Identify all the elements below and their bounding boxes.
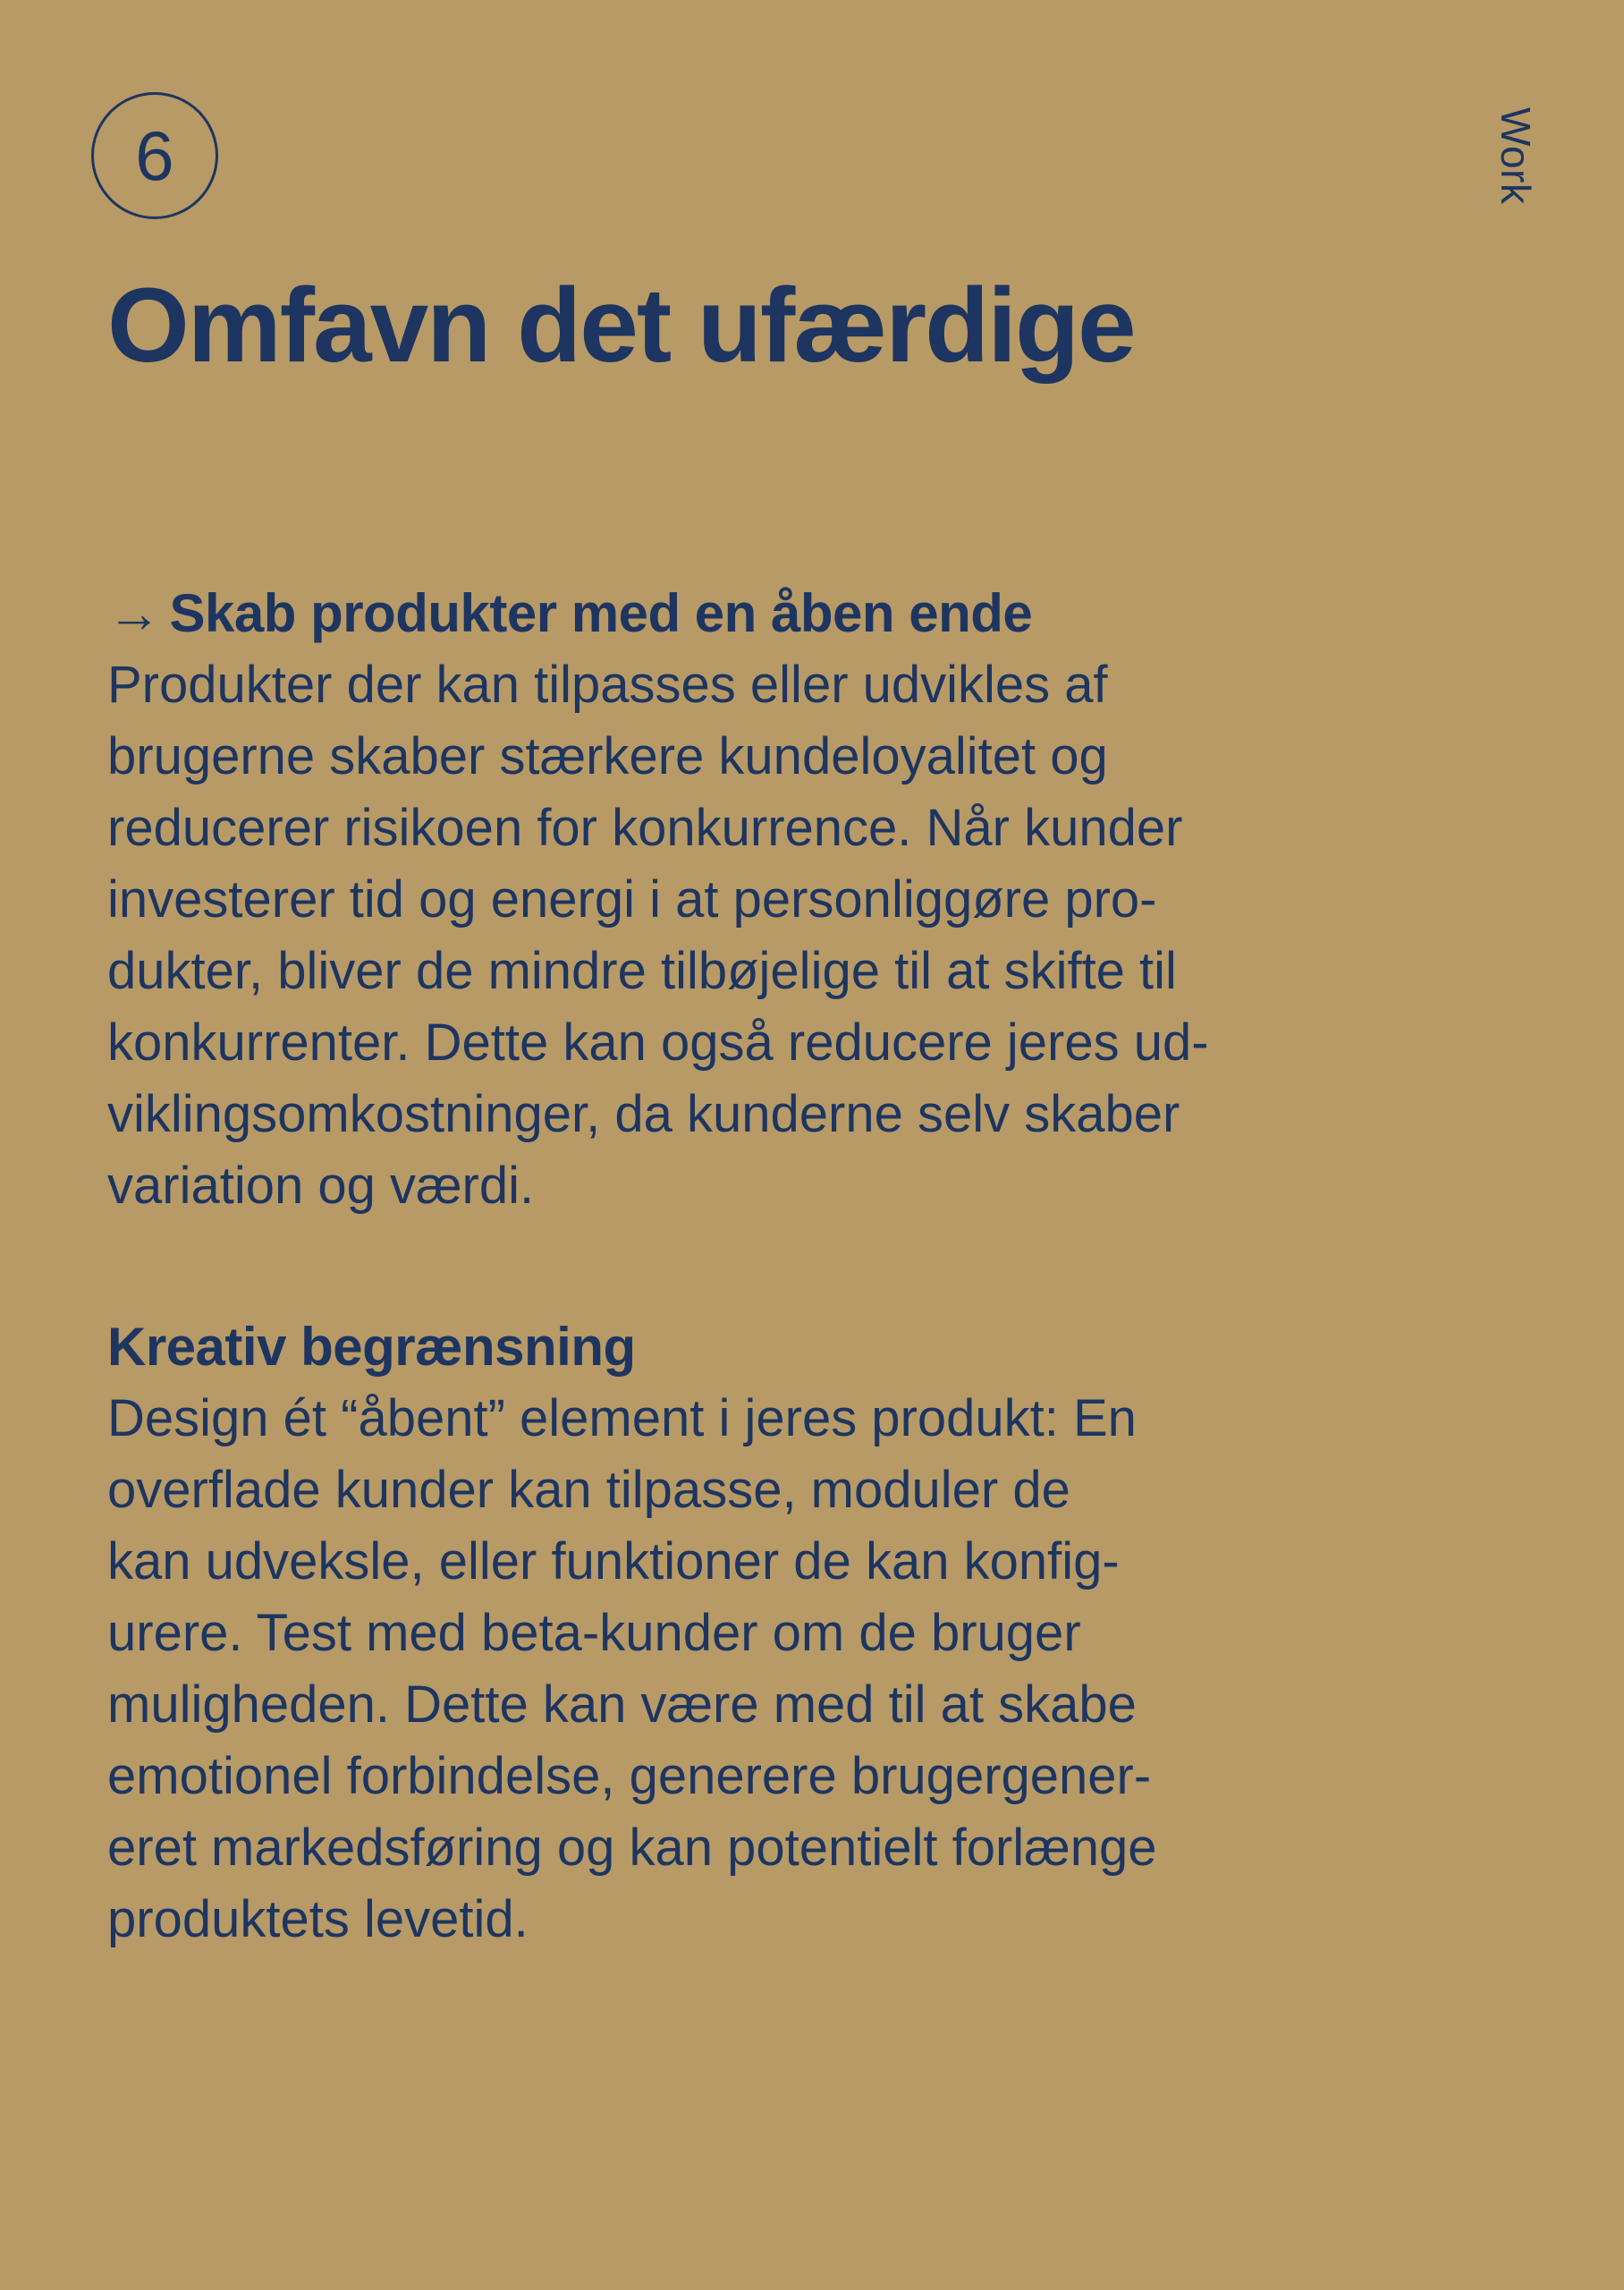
body-line: variation og værdi. xyxy=(107,1157,535,1215)
page-number: 6 xyxy=(135,116,174,195)
body-line: muligheden. Dette kan være med til at skabe xyxy=(107,1675,1137,1734)
page-title: Omfavn det ufærdige xyxy=(107,267,1135,385)
arrow-right-icon: → xyxy=(107,583,161,643)
body-line: overflade kunder kan tilpasse, moduler de xyxy=(107,1461,1070,1519)
body-line: dukter, bliver de mindre tilbøjelige til at skifte til xyxy=(107,942,1177,1000)
section-body xyxy=(107,649,1395,1222)
section-heading: Kreativ begrænsning xyxy=(107,1317,636,1377)
body-line: eret markedsføring og kan potentielt forlænge xyxy=(107,1819,1157,1877)
body-line: emotionel forbindelse, generere brugergener- xyxy=(107,1747,1152,1805)
body-line: brugerne skaber stærkere kundeloyalitet og xyxy=(107,727,1108,785)
category-label: Work xyxy=(1493,107,1539,205)
body-line: investerer tid og energi i at personliggøre pro- xyxy=(107,870,1157,929)
body-line: Design ét “åbent” element i jeres produkt: En xyxy=(107,1389,1137,1447)
body-line: viklingsomkostninger, da kunderne selv skaber xyxy=(107,1085,1180,1143)
body-line: kan udveksle, eller funktioner de kan konfig- xyxy=(107,1532,1120,1590)
body-line: urere. Test med beta-kunder om de bruger xyxy=(107,1604,1081,1662)
body-line: reducerer risikoen for konkurrence. Når kunder xyxy=(107,799,1183,857)
body-line: Produkter der kan tilpasses eller udvikles af xyxy=(107,656,1108,714)
section-body xyxy=(107,1383,1395,1955)
section-creative-constraint xyxy=(107,1311,1395,1955)
body-line: konkurrenter. Dette kan også reducere jeres ud- xyxy=(107,1014,1209,1072)
section-heading-text: Skab produkter med en åben ende xyxy=(169,583,1033,643)
page-number-badge xyxy=(91,92,218,219)
section-heading xyxy=(107,578,1395,649)
body-line: produktets levetid. xyxy=(107,1890,529,1948)
section-open-ended-products xyxy=(107,578,1395,1222)
